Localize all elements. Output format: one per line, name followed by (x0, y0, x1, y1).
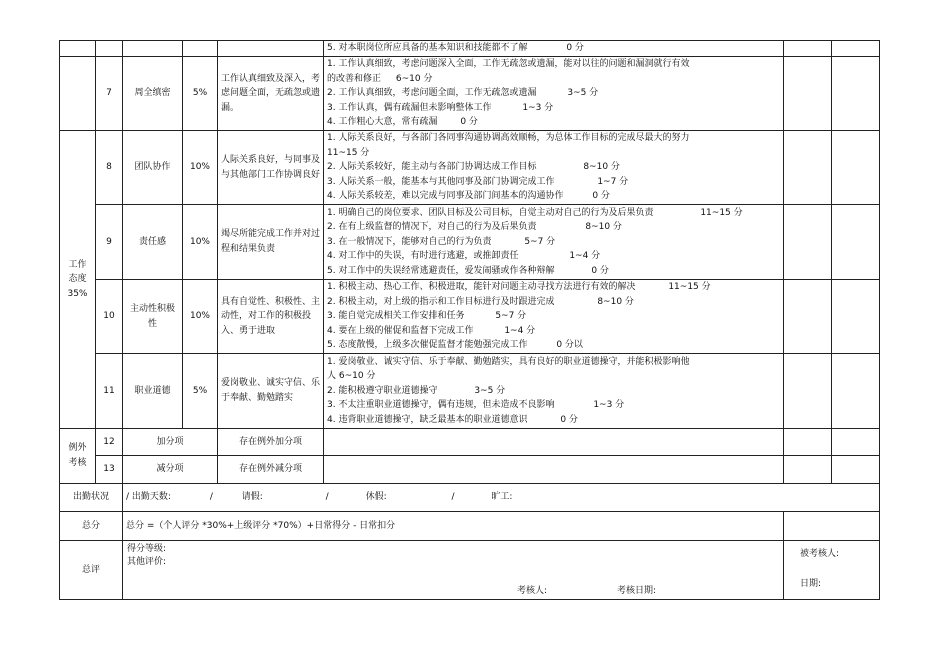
criteria-cell: 1. 爱岗敬业、诚实守信、乐于奉献、勤勉踏实，具有良好的职业道德操守，并能积极影响他 人 6~10 分 2. 能积极遵守职业道德操守 3~5 分 3. 不太注重职业道德操守，偶有违规，但未造成不良影响 1~3 分 4. 违背职业道德操守，缺乏最基本的职业道德意识 0 分 (324, 354, 784, 429)
item-number: 9 (96, 205, 123, 280)
total-formula: 总分 =（个人评分 *30%+上级评分 *70%）+日常得分 - 日常扣分 (123, 512, 784, 541)
criteria-row-7 (60, 57, 880, 131)
item-standard: 竭尽所能完成工作并对过程和结果负责 (218, 205, 324, 280)
item-number: 8 (96, 131, 123, 205)
item-number: 7 (96, 57, 123, 131)
criteria-row-8 (60, 131, 880, 205)
criteria-cell: 1. 人际关系良好，与各部门各同事沟通协调高效顺畅，为总体工作目标的完成尽最大的努力 11~15 分 2. 人际关系较好，能主动与各部门协调达成工作目标 8~10 分 3. 人际关系一般，能基本与其他同事及部门协调完成工作 1~7 分 4. 人际关系较差，难以完成与同事及部门间基本的沟通协作 0 分 (324, 131, 784, 205)
item-number: 12 (96, 429, 123, 456)
item-standard: 存在例外加分项 (218, 429, 324, 456)
item-number: 11 (96, 354, 123, 429)
attendance-fields: / 出勤天数: / 请假: / 休假: / 旷工: (123, 484, 880, 512)
comment-label: 其他评价: (127, 557, 167, 567)
item-standard: 存在例外减分项 (218, 456, 324, 484)
total-row (60, 512, 880, 541)
assessee-cell (784, 541, 880, 600)
assessment-date-label: 考核日期: (617, 586, 657, 596)
item-standard: 具有自觉性、积极性、主动性，对工作的积极投入、勇于进取 (218, 280, 324, 354)
appraisal-table (59, 40, 880, 600)
criteria-row-10 (60, 280, 880, 354)
item-weight: 10% (183, 205, 218, 280)
summary-row (60, 541, 880, 600)
attendance-label: 出勤状况 (60, 484, 123, 512)
item-weight: 5% (183, 354, 218, 429)
item-name: 职业道德 (123, 354, 183, 429)
criteria-cell: 1. 工作认真细致，考虑问题深入全面，工作无疏忽或遗漏，能对以往的问题和漏洞就行有效 的改善和修正 6~10 分 2. 工作认真细致，考虑问题全面，工作无疏忽或遗漏 3~5 分 3. 工作认真，偶有疏漏但未影响整体工作 1~3 分 4. 工作粗心大意，常有疏漏 0 分 (324, 57, 784, 131)
summary-label: 总评 (60, 541, 123, 600)
item-weight: 10% (183, 280, 218, 354)
item-weight: 10% (183, 131, 218, 205)
item-number: 13 (96, 456, 123, 484)
criteria-cell: 5. 对本职岗位所应具备的基本知识和技能都不了解 0 分 (324, 41, 784, 57)
attendance-row (60, 484, 880, 512)
criteria-cell: 1. 明确自己的岗位要求、团队目标及公司目标，自觉主动对自己的行为及后果负责 11~15 分 2. 在有上级监督的情况下，对自己的行为及后果负责 8~10 分 3. 在一般情况下，能够对自己的行为负责 5~7 分 4. 对工作中的失误，有时进行逃避，或推卸责任 1~4 分 5. 对工作中的失误经常逃避责任，爱发闹骚或作各种辩解 0 分 (324, 205, 784, 280)
criteria-row-continuation (60, 41, 880, 57)
item-name: 周全缜密 (123, 57, 183, 131)
item-number: 10 (96, 280, 123, 354)
exception-row-bonus (60, 429, 880, 456)
item-name: 团队协作 (123, 131, 183, 205)
grade-label: 得分等级: (127, 544, 167, 554)
exception-row-deduction (60, 456, 880, 484)
item-name: 减分项 (123, 456, 218, 484)
exception-group-label: 例外 考核 (60, 429, 96, 484)
item-name: 责任感 (123, 205, 183, 280)
criteria-row-9 (60, 205, 880, 280)
assessee-label: 被考核人: (800, 549, 840, 559)
item-name: 加分项 (123, 429, 218, 456)
item-standard: 工作认真细致及深入，考虑问题全面，无疏忽或遗漏。 (218, 57, 324, 131)
item-standard: 爱岗敬业、诚实守信、乐于奉献、勤勉踏实 (218, 354, 324, 429)
item-name: 主动性积极性 (123, 280, 183, 354)
total-label: 总分 (60, 512, 123, 541)
assessor-label: 考核人: (517, 586, 548, 596)
criteria-cell: 1. 积极主动、热心工作、积极进取，能针对问题主动寻找方法进行有效的解决 11~15 分 2. 积极主动，对上级的指示和工作目标进行及时跟进完成 8~10 分 3. 能自觉完成相关工作安排和任务 5~7 分 4. 要在上级的催促和监督下完成工作 1~4 分 5. 态度散慢，上级多次催促监督才能勉强完成工作 0 分以 (324, 280, 784, 354)
assessee-date-label: 日期: (800, 579, 822, 589)
attitude-group-label: 工作 态度 35% (60, 131, 96, 429)
summary-body (123, 541, 784, 600)
item-standard: 人际关系良好，与同事及与其他部门工作协调良好 (218, 131, 324, 205)
criteria-row-11 (60, 354, 880, 429)
item-weight: 5% (183, 57, 218, 131)
